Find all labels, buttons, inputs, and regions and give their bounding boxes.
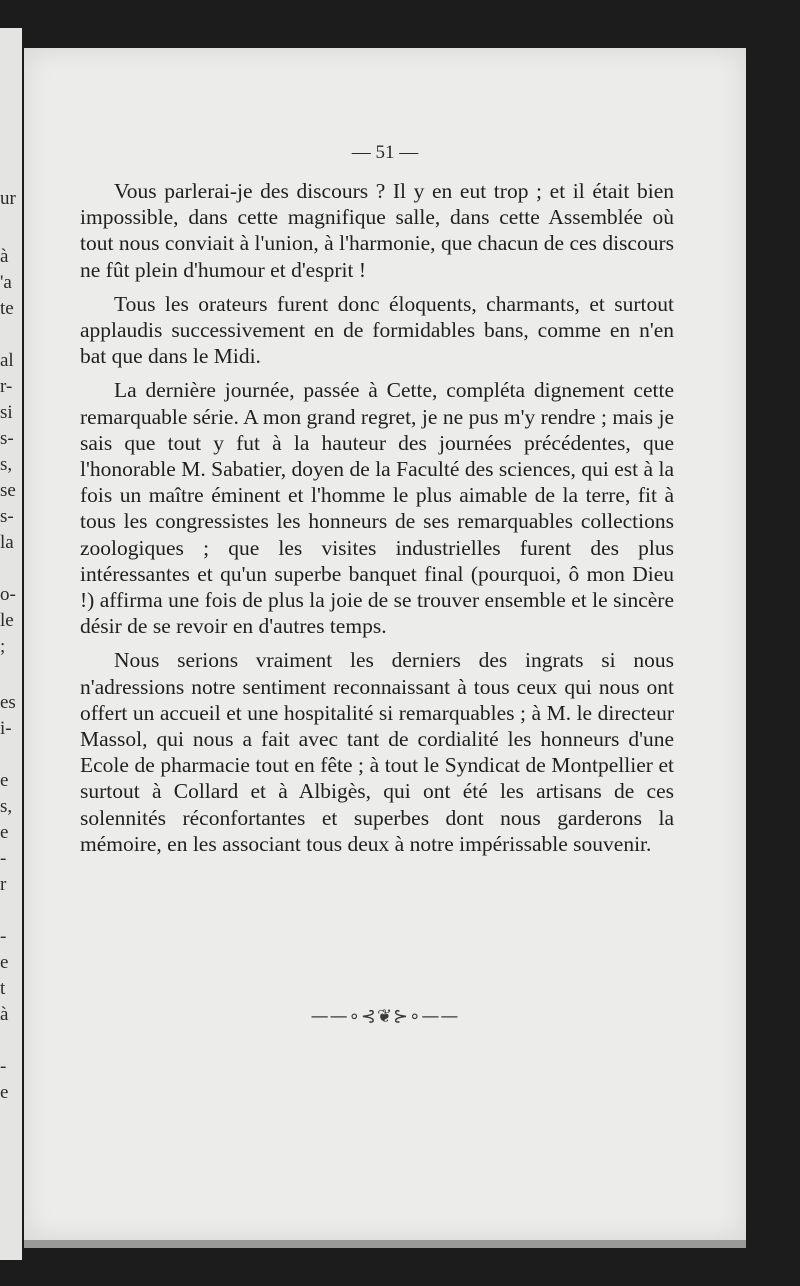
left-page-fragment: le xyxy=(0,610,14,631)
left-page-fragment: - xyxy=(0,1056,7,1077)
left-page-fragment: e xyxy=(0,822,9,843)
left-page-fragment: 'a xyxy=(0,272,12,293)
left-page-fragment: te xyxy=(0,298,14,319)
page-bottom-edge xyxy=(24,1240,746,1248)
ornament-divider: ——∘⊰❦⊱∘—— xyxy=(310,1006,460,1027)
paragraph: Nous serions vraiment les derniers des ingrats si nous n'adressions notre sentiment reconnaissant à tous ceux qui nous ont offert un accueil et une hospitalité si remarquables ; à M. le directeur Massol, qui nous a fait avec tant de cordialité les honneurs d'une Ecole de pharmacie tout en fête ; à tout le Syndicat de Montpellier et surtout à Collard et à Albigès, qui ont été les artisans de ces solennités réconfortantes et superbes dont nous garderons la mémoire, en les associant tous deux à notre impérissable souvenir. xyxy=(80,648,674,856)
left-page-fragment: s- xyxy=(0,428,14,449)
page-body xyxy=(80,178,674,865)
left-page-fragment: s- xyxy=(0,506,14,527)
left-page-fragment: al xyxy=(0,350,14,371)
left-page-fragment: - xyxy=(0,848,7,869)
left-page-fragment: e xyxy=(0,952,9,973)
left-page-fragment: ; xyxy=(0,636,6,657)
left-page-fragment: si xyxy=(0,402,13,423)
left-page-fragment: la xyxy=(0,532,14,553)
left-page-fragment: es xyxy=(0,692,16,713)
left-page-fragment: t xyxy=(0,978,6,999)
left-page-fragment: e xyxy=(0,770,9,791)
book-page xyxy=(24,48,746,1240)
left-page-fragment: - xyxy=(0,926,7,947)
left-page-fragment: se xyxy=(0,480,16,501)
left-page-fragment: à xyxy=(0,246,9,267)
left-page-fragment: o- xyxy=(0,584,16,605)
left-page-fragment: r xyxy=(0,874,7,895)
left-page-fragment: i- xyxy=(0,718,12,739)
paragraph: Vous parlerai-je des discours ? Il y en eut trop ; et il était bien impossible, dans cette magnifique salle, dans cette Assemblée où tout nous conviait à l'union, à l'harmonie, que chacun de ces discours ne fût plein d'humour et d'esprit ! xyxy=(80,179,674,282)
left-page-edge xyxy=(0,28,22,1260)
left-page-fragment: à xyxy=(0,1004,9,1025)
left-page-fragment: s, xyxy=(0,796,13,817)
left-page-fragment: r- xyxy=(0,376,13,397)
paragraph: La dernière journée, passée à Cette, compléta dignement cette remarquable série. A mon grand regret, je ne pus m'y rendre ; mais je sais que tout y fut à la hauteur des journées précédentes, que l'honorable M. Sabatier, doyen de la Faculté des sciences, qui est à la fois un maître éminent et l'homme le plus aimable de la terre, fit à tous les congressistes les honneurs de ses remarquables collections zoologiques ; que les visites industrielles furent des plus intéressantes et qu'un superbe banquet final (pourquoi, ô mon Dieu !) affirma une fois de plus la joie de se trouver ensemble et le sincère désir de se revoir en d'autres temps. xyxy=(80,378,674,639)
left-page-fragment: ur xyxy=(0,188,16,209)
left-page-fragment: e xyxy=(0,1082,9,1103)
paragraph: Tous les orateurs furent donc éloquents, charmants, et surtout applaudis successivement en de formidables bans, comme en n'en bat que dans le Midi. xyxy=(80,291,674,369)
left-page-fragment: s, xyxy=(0,454,13,475)
page-number: — 51 — xyxy=(351,142,419,163)
